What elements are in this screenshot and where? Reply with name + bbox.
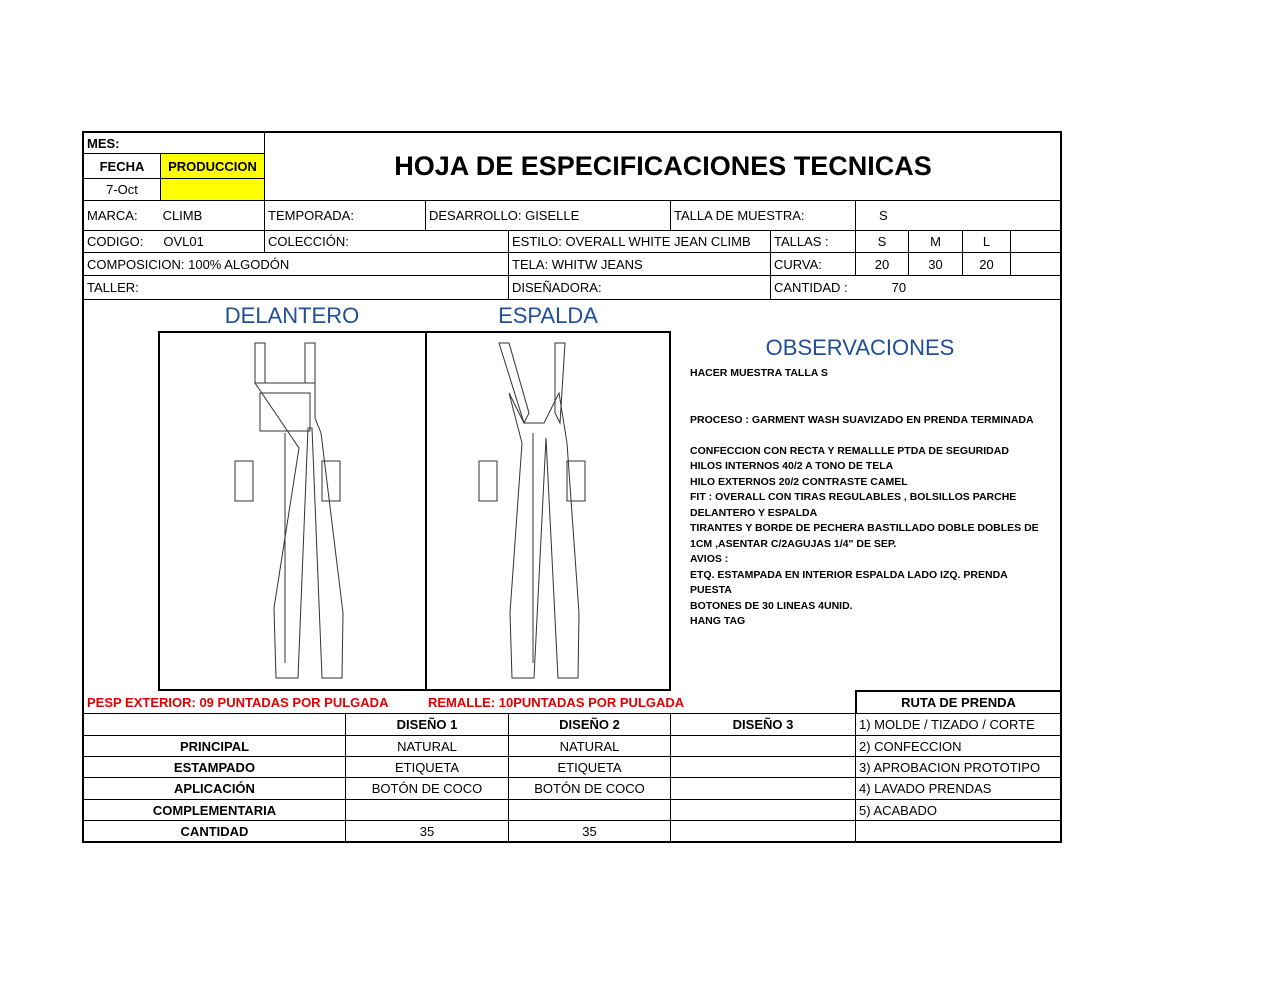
obs-line: PROCESO : GARMENT WASH SUAVIZADO EN PRENDA TERMINADA (690, 413, 1034, 426)
ruta-step: 4) LAVADO PRENDAS (855, 777, 1062, 800)
marca-cell (83, 200, 265, 231)
tela: TELA: WHITW JEANS (508, 252, 771, 276)
obs-line: ETQ. ESTAMPADA EN INTERIOR ESPALDA LADO IZQ. PRENDA (690, 568, 1008, 581)
front-overall-sketch (158, 331, 427, 691)
table-cell (670, 735, 856, 757)
talla-muestra-value: S (855, 200, 1061, 231)
mes-label: MES: (83, 132, 265, 154)
obs-line: DELANTERO Y ESPALDA (690, 506, 818, 519)
ruta-step: 2) CONFECCION (855, 735, 1062, 757)
curva-empty (1010, 252, 1061, 276)
table-cell: BOTÓN DE COCO (508, 777, 671, 800)
obs-line: HILO EXTERNOS 20/2 CONTRASTE CAMEL (690, 475, 908, 488)
row-label: APLICACIÓN (83, 777, 346, 800)
design-header-cell: DISEÑO 2 (508, 713, 671, 736)
table-cell: ETIQUETA (508, 756, 671, 778)
produccion-label: PRODUCCION (160, 153, 265, 179)
composicion: COMPOSICION: 100% ALGODÓN (83, 252, 509, 276)
desarrollo: DESARROLLO: GISELLE (425, 200, 671, 231)
table-cell (508, 799, 671, 821)
obs-line: TIRANTES Y BORDE DE PECHERA BASTILLADO DOBLE DOBLES DE (690, 522, 1039, 534)
remalle: REMALLE: 10PUNTADAS POR PULGADA (428, 695, 685, 710)
obs-line: FIT : OVERALL CON TIRAS REGULABLES , BOLSILLOS PARCHE (690, 491, 1017, 503)
table-cell: NATURAL (508, 735, 671, 757)
ruta-step: 3) APROBACION PROTOTIPO (855, 756, 1062, 778)
curva-label: CURVA: (770, 252, 856, 276)
design-header-cell: DISEÑO 1 (345, 713, 509, 736)
talla-m: M (908, 230, 963, 253)
cantidad-value: 70 (891, 280, 907, 295)
produccion-value (160, 178, 265, 201)
table-cell (670, 820, 856, 843)
row-label: ESTAMPADO (83, 756, 346, 778)
table-cell: BOTÓN DE COCO (345, 777, 509, 800)
talla-l: L (962, 230, 1011, 253)
obs-line: BOTONES DE 30 LINEAS 4UNID. (690, 599, 853, 612)
back-view-title: ESPALDA (498, 303, 598, 328)
design-header-cell (83, 713, 346, 736)
curva-l: 20 (962, 252, 1011, 276)
ruta-title: RUTA DE PRENDA (855, 690, 1061, 714)
obs-line: PUESTA (690, 584, 732, 596)
talla-s: S (855, 230, 909, 253)
front-view-title: DELANTERO (224, 303, 360, 328)
codigo-label: CODIGO: (87, 234, 144, 249)
obs-line (690, 382, 1039, 398)
table-cell (670, 777, 856, 800)
table-cell: NATURAL (345, 735, 509, 757)
ruta-step: 5) ACABADO (855, 799, 1062, 821)
estilo: ESTILO: OVERALL WHITE JEAN CLIMB (508, 230, 771, 253)
ruta-step: 1) MOLDE / TIZADO / CORTE (855, 713, 1062, 736)
observaciones-list (690, 366, 1039, 630)
curva-s: 20 (855, 252, 909, 276)
marca-value: CLIMB (162, 208, 203, 223)
cantidad-label: CANTIDAD : (774, 280, 848, 295)
fecha-value: 7-Oct (83, 178, 161, 201)
obs-line: CONFECCION CON RECTA Y REMALLLE PTDA DE SEGURIDAD (690, 444, 1009, 457)
table-cell (345, 799, 509, 821)
obs-line: HACER MUESTRA TALLA S (690, 367, 828, 379)
pesp-exterior: PESP EXTERIOR: 09 PUNTADAS POR PULGADA (87, 695, 389, 710)
codigo-cell (83, 230, 265, 253)
row-label: PRINCIPAL (83, 735, 346, 757)
ruta-step (855, 820, 1062, 843)
talla-muestra-label: TALLA DE MUESTRA: (670, 200, 856, 231)
tallas-label: TALLAS : (770, 230, 856, 253)
obs-line: HANG TAG (690, 615, 746, 627)
table-cell (670, 799, 856, 821)
obs-line (690, 428, 1039, 444)
temporada-label: TEMPORADA: (264, 200, 426, 231)
cantidad-cell (770, 275, 1061, 300)
obs-line: 1CM ,ASENTAR C/2AGUJAS 1/4" DE SEP. (690, 537, 897, 550)
table-cell: ETIQUETA (345, 756, 509, 778)
design-header-cell: DISEÑO 3 (670, 713, 856, 736)
back-overall-sketch (425, 331, 671, 691)
marca-label: MARCA: (87, 208, 138, 223)
curva-m: 30 (908, 252, 963, 276)
table-cell: 35 (345, 820, 509, 843)
row-label: COMPLEMENTARIA (83, 799, 346, 821)
page-title: HOJA DE ESPECIFICACIONES TECNICAS (264, 132, 1061, 201)
observaciones-title: OBSERVACIONES (765, 335, 955, 360)
table-cell: 35 (508, 820, 671, 843)
fecha-label: FECHA (83, 153, 161, 179)
obs-line: AVIOS : (690, 553, 729, 565)
taller-label: TALLER: (83, 275, 509, 300)
talla-empty (1010, 230, 1061, 253)
obs-line (690, 397, 1039, 413)
obs-line: HILOS INTERNOS 40/2 A TONO DE TELA (690, 460, 894, 472)
disenadora-label: DISEÑADORA: (508, 275, 771, 300)
table-cell (670, 756, 856, 778)
codigo-value: OVL01 (163, 234, 204, 249)
row-label: CANTIDAD (83, 820, 346, 843)
coleccion-label: COLECCIÓN: (264, 230, 509, 253)
